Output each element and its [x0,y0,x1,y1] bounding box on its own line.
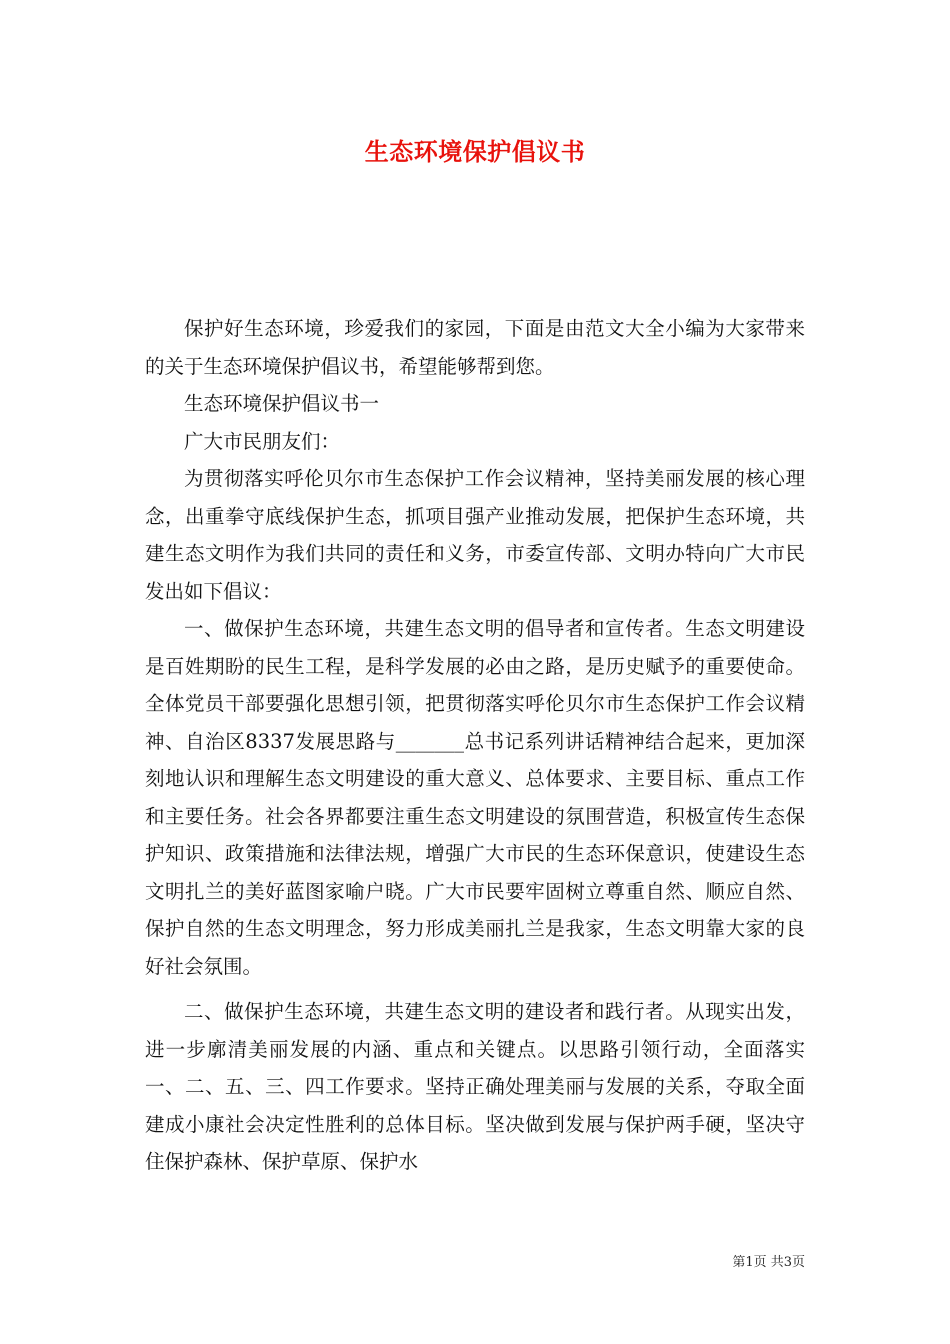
document-body [145,310,805,1181]
opening-paragraph: 为贯彻落实呼伦贝尔市生态保护工作会议精神，坚持美丽发展的核心理念，出重拳守底线保护生态，抓项目强产业推动发展，把保护生态环境，共建生态文明作为我们共同的责任和义务，市委宣传部、文明办特向广大市民发出如下倡议： [145,467,805,603]
page-number: 第1页 共3页 [732,1255,805,1270]
document-title: 生态环境保护倡议书 [364,137,586,166]
point-one-paragraph: 一、做保护生态环境，共建生态文明的倡导者和宣传者。生态文明建设是百姓期盼的民生工程，是科学发展的必由之路，是历史赋予的重要使命。全体党员干部要强化思想引领，把贯彻落实呼伦贝尔市生态保护工作会议精神、自治区8337发展思路与_______总书记系列讲话精神结合起来，更加深刻地认识和理解生态文明建设的重大意义、总体要求、主要目标、重点工作和主要任务。社会各界都要注重生态文明建设的氛围营造，积极宣传生态保护知识、政策措施和法律法规，增强广大市民的生态环保意识，使建设生态文明扎兰的美好蓝图家喻户晓。广大市民要牢固树立尊重自然、顺应自然、保护自然的生态文明理念，努力形成美丽扎兰是我家，生态文明靠大家的良好社会氛围。 [145,617,805,978]
intro-paragraph: 保护好生态环境，珍爱我们的家园，下面是由范文大全小编为大家带来的关于生态环境保护倡议书，希望能够帮到您。 [145,317,805,378]
salutation: 广大市民朋友们： [184,429,341,453]
section-heading: 生态环境保护倡议书一 [184,392,380,415]
point-two-paragraph: 二、做保护生态环境，共建生态文明的建设者和践行者。从现实出发，进一步廓清美丽发展的内涵、重点和关键点。以思路引领行动，全面落实一、二、五、三、四工作要求。坚持正确处理美丽与发展的关系，夺取全面建成小康社会决定性胜利的总体目标。坚决做到发展与保护两手硬，坚决守住保护森林、保护草原、保护水 [145,1000,805,1173]
